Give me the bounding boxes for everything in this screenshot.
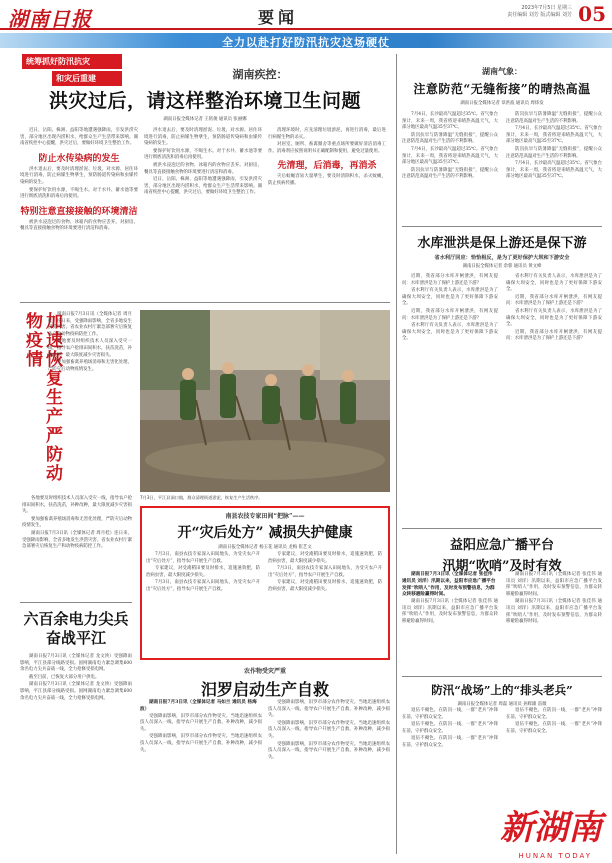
paragraph: 受强降雨影响，汨罗市部分农作物受灾。当地迅速组织农技人员深入一线，指导农户开展生产自救，补种改种，减少损失。	[268, 741, 390, 760]
paragraph: 近期，我省部分水库开闸泄洪，有网友提问：水库泄洪是为了保护上游还是下游？	[506, 294, 602, 307]
paragraph: 各地要及时组织技术人员深入受灾一线，指导农户抢排田间积水，扶苗洗苗，补种改种，最大限度减少灾害损失。	[22, 496, 132, 515]
divider	[20, 302, 390, 303]
bottom-col-1	[140, 700, 262, 754]
paragraph: 湖南日报7月3日讯（全媒体记者 张佳伟 通讯员 刘洋）汛期以来，益阳市应急广播平台发挥“吹哨人”作用，及时发布预警信息，为群众转移避险赢得时间。	[506, 572, 602, 597]
paragraph: 要保护好饮用水源，不喝生水。对于水井、蓄水池等要进行彻底清洗和消毒后再使用。	[144, 148, 262, 161]
paragraph: 洪水退去后，要及时清理淤泥、垃圾，对水源、居住环境进行消毒，防止病媒生物孳生，预防肠道传染病和虫媒传染病的发生。	[20, 166, 138, 185]
lead-subhead-1: 防止水传染病的发生	[38, 153, 120, 164]
paragraph: 退伍不褪色，在防汛一线，一群“老兵”冲锋在前，守护群众安全。	[506, 722, 602, 734]
lead-subhead-3: 先清理，后消毒，再消杀	[277, 161, 377, 172]
theme-banner	[0, 33, 612, 48]
paragraph: 7月3日，南县农技专家深入田间地头，为受灾农户开出“灾后处方”，指导农户开展生产自救。	[268, 566, 382, 578]
date-info	[507, 5, 572, 19]
paragraph: 湖南日报7月3日讯（全媒体记者 周月桂）连日来，受强降雨影响，全省多地发生洪涝灾害。省农业农村厅紧急部署灾后恢复生产和动物疫病防控工作。	[22, 530, 132, 550]
veterans-col-1	[402, 708, 498, 750]
weather-story	[402, 66, 602, 107]
paragraph: 灾后蚊蝇容易大量孳生，要及时清除积水，杀灭蚊蝇，防止疾病传播。	[268, 174, 386, 186]
paragraph: 截至目前，已恢复大部分用户供电。	[29, 674, 100, 680]
paragraph: 湖南日报7月3日讯（全媒体记者 张佳伟 通讯员 刘洋）汛期以来，益阳市应急广播平台发挥“吹哨人”作用，及时发布预警信息，为群众转移避险赢得时间。	[402, 572, 496, 598]
photo-caption	[140, 494, 390, 501]
boxed-kicker: 南县农技专家田间“把脉”——	[225, 513, 305, 520]
watermark-subtext: HUNAN TODAY	[518, 852, 592, 860]
lead-subhead-2: 特别注意直接接触的环境清洁	[20, 206, 138, 217]
reservoir-col-2	[506, 274, 602, 343]
reservoir-subhead: 省水利厅回应：恰恰相反，是为了更好保护大坝和下游安全	[434, 255, 570, 261]
paragraph: 防汛抗旱与防暑降温“无缝衔接”，提醒公众注意防范高温对生产生活的不利影响。	[402, 167, 498, 180]
paragraph: 退伍不褪色，在防汛一线，一群“老兵”冲锋在前，守护群众安全。	[402, 736, 498, 748]
bottom-story-header	[140, 666, 390, 700]
paragraph: 7月4日，长沙最高气温超过35℃。省气象台预计，未来一周，我省将迎来晴热高温天气，大部分地区最高气温35至37℃。	[402, 112, 498, 131]
flood-cleanup-photo	[140, 310, 390, 492]
caption-text: 7月3日，平江县洞口镇，群众清理街道淤泥，恢复生产生活秩序。	[140, 495, 263, 500]
weather-headline: 注意防范“无缝衔接”的晴热高温	[413, 82, 591, 96]
paragraph: 省水利厅有关负责人表示，水库泄洪是为了确保大坝安全，同时也是为了更好保障下游安全。	[402, 323, 498, 342]
reservoir-story	[402, 232, 602, 270]
weather-col-1	[402, 112, 498, 181]
bottom-byline: 湖南日报7月3日讯（全媒体记者 马如兰 通讯员 杨海波）	[140, 700, 257, 712]
paragraph: 7月3日，南县农技专家深入田间地头，为受灾农户开出“灾后处方”，指导农户开展生产自救。	[146, 552, 260, 564]
side-story-2	[20, 610, 132, 702]
paragraph: 专家建议，对受淹稻田要及时排水，追施速效肥，防治病虫害，最大限度减少损失。	[146, 566, 260, 578]
reservoir-byline: 湖南日报全媒体记者 余蓉 通讯员 黄文峰	[462, 264, 542, 269]
paragraph: 要加强畜禽养殖场消毒和无害化处理，严防灾后动物疫情发生。	[22, 516, 132, 529]
bottom-kicker: 农作物受灾严重	[243, 668, 286, 675]
lead-headline: 洪灾过后，请这样整治环境卫生问题	[48, 90, 361, 112]
paragraph: 省水利厅有关负责人表示，水库泄洪是为了确保大坝安全，同时也是为了更好保障下游安全。	[506, 274, 602, 293]
broadcast-col-1	[402, 572, 498, 626]
side-story-2-headline: 六百余电力尖兵奋战平江	[23, 610, 129, 647]
broadcast-story	[402, 534, 602, 574]
paragraph: 被洪水浸泡过的食物、冰箱内的食物应丢弃。对厨房、餐具等直接接触食物的环境要进行清洁和消毒。	[144, 162, 262, 175]
paragraph: 湖南日报7月3日讯（全媒体记者 张佳伟 通讯员 刘洋）汛期以来，益阳市应急广播平台发挥“吹哨人”作用，及时发布预警信息，为群众转移避险赢得时间。	[402, 599, 498, 624]
paragraph: 受强降雨影响，汨罗市部分农作物受灾。当地迅速组织农技人员深入一线，指导农户开展生产自救，补种改种，减少损失。	[268, 720, 390, 739]
paragraph: 各地要及时组织技术人员深入受灾一线，指导农户抢排田间积水，扶苗洗苗，补种改种，最大限度减少灾害损失。	[48, 339, 132, 358]
paragraph: 7月4日，长沙最高气温超过35℃。省气象台预计，未来一周，我省将迎来晴热高温天气，大部分地区最高气温35至37℃。	[402, 146, 498, 166]
paragraph: 受强降雨影响，汨罗市部分农作物受灾。当地迅速组织农技人员深入一线，指导农户开展生产自救，补种改种，减少损失。	[140, 734, 262, 753]
lead-col-3	[268, 128, 386, 188]
boxed-headline: 开“灾后处方” 减损失护健康	[177, 525, 353, 541]
paragraph: 专家建议，对受淹稻田要及时排水，追施速效肥，防治病虫害，最大限度减少损失。	[268, 552, 382, 564]
veterans-story	[402, 682, 602, 708]
side-story-1-body	[48, 312, 132, 373]
lead-story-header	[20, 66, 390, 123]
bottom-headline: 汨罗启动生产自救	[200, 680, 329, 699]
paragraph: 受强降雨影响，汨罗市部分农作物受灾。当地迅速组织农技人员深入一线，指导农户开展生产自救，补种改种，减少损失。	[140, 713, 262, 732]
ribbon-line-1: 统筹抓好防汛抗灾	[22, 54, 122, 69]
paragraph: 退伍不褪色，在防汛一线，一群“老兵”冲锋在前，守护群众安全。	[506, 708, 602, 720]
bottom-col-2	[268, 700, 390, 761]
side-story-1-continued	[22, 496, 132, 551]
broadcast-headline-1: 益阳应急广播平台	[449, 538, 554, 553]
divider	[402, 226, 602, 227]
lead-kicker: 湖南疾控：	[232, 68, 288, 81]
banner-text: 全力以赴打好防汛抗灾这场硬仗	[222, 36, 390, 49]
date-line: 2023年7月5日 星期三	[521, 5, 572, 11]
paragraph: 防汛抗旱与防暑降温“无缝衔接”，提醒公众注意防范高温对生产生活的不利影响。	[506, 146, 602, 159]
paragraph: 7月4日，长沙最高气温超过35℃。省气象台预计，未来一周，我省将迎来晴热高温天气，大部分地区最高气温35至37℃。	[506, 126, 602, 145]
paragraph: 被洪水浸泡过的食物、冰箱内的食物应丢弃。对厨房、餐具等直接接触食物的环境要进行清洁和消毒。	[20, 219, 138, 232]
ribbon-line-2: 和灾后重建	[52, 71, 122, 86]
paragraph: 湖南日报7月3日讯（全媒体记者 龙文泱）受强降雨影响，平江县部分线路受损。国网湖南电力紧急调集600余名电力尖兵奋战一线，全力抢修受损电网。	[20, 654, 132, 673]
paragraph: 清理环境时，应先清理垃圾淤泥，再进行消毒，最后进行病媒生物的杀灭。	[268, 128, 386, 140]
divider	[20, 602, 132, 603]
editor-line: 责任编辑 刘芳 版式编辑 刘芳	[507, 12, 572, 18]
paragraph: 省水利厅有关负责人表示，水库泄洪是为了确保大坝安全，同时也是为了更好保障下游安全。	[402, 288, 498, 307]
veterans-headline: 防汛“战场”上的“排头老兵”	[431, 683, 573, 697]
paragraph: 退伍不褪色，在防汛一线，一群“老兵”冲锋在前，守护群众安全。	[402, 708, 498, 720]
side-story-1-headline: 加速恢复生产严防动物疫情	[22, 312, 62, 483]
veterans-col-2	[506, 708, 602, 735]
page-number: 05	[578, 2, 606, 26]
divider	[402, 676, 602, 677]
paragraph: 对居室、厕所、畜禽圈舍等重点场所要做好清洁消毒工作。消毒剂应按照说明书正确配制和使用，避免过量使用。	[268, 142, 386, 154]
lead-byline: 湖南日报全媒体记者 王铭俊 通讯员 张丽娜	[163, 117, 247, 122]
photo-illustration	[140, 310, 390, 492]
paragraph: 洪水退去后，要及时清理淤泥、垃圾，对水源、居住环境进行消毒，防止病媒生物孳生，预防肠道传染病和虫媒传染病的发生。	[144, 128, 262, 147]
paragraph: 防汛抗旱与防暑降温“无缝衔接”，提醒公众注意防范高温对生产生活的不利影响。	[402, 132, 498, 145]
paragraph: 要保护好饮用水源，不喝生水。对于水井、蓄水池等要进行彻底清洗和消毒后再使用。	[20, 187, 138, 200]
paragraph: 近日，岳阳、株洲、益阳等地遭遇强降雨，引发洪涝灾害，部分地区出现内涝积水，给群众生产生活带来影响。湖南省疾控中心提醒，洪灾过后，要做好环境卫生整治工作。	[144, 177, 262, 196]
broadcast-col-2	[506, 572, 602, 626]
veterans-byline: 湖南日报全媒体记者 周磊 通讯员 孙辉雄 雷薇	[457, 702, 547, 707]
broadcast-headline-2: 汛期“吹哨”及时有效	[442, 559, 562, 574]
boxed-col-1	[146, 552, 260, 594]
paragraph: 7月3日，南县农技专家深入田间地头，为受灾农户开出“灾后处方”，指导农户开展生产自救。	[146, 580, 260, 592]
lead-col-1	[20, 128, 138, 233]
reservoir-headline: 水库泄洪是保上游还是保下游	[417, 236, 587, 251]
watermark-logo: 新湖南	[500, 808, 602, 848]
paragraph: 受强降雨影响，汨罗市部分农作物受灾。当地迅速组织农技人员深入一线，指导农户开展生产自救，补种改种，减少损失。	[268, 700, 390, 719]
paragraph: 湖南日报7月3日讯（全媒体记者 周月桂）连日来，受强降雨影响，全省多地发生洪涝灾害。省农业农村厅紧急部署灾后恢复生产和动物疫病防控工作。	[48, 312, 132, 337]
paragraph: 近期，我省部分水库开闸泄洪，有网友提问：水库泄洪是为了保护上游还是下游？	[506, 329, 602, 342]
boxed-byline: 湖南日报全媒体记者 杨玉花 通讯员 龙梅 崔艺文	[218, 545, 312, 550]
paragraph: 省水利厅有关负责人表示，水库泄洪是为了确保大坝安全，同时也是为了更好保障下游安全。	[506, 308, 602, 328]
paragraph: 湖南日报7月3日讯（全媒体记者 张佳伟 通讯员 刘洋）汛期以来，益阳市应急广播平台发挥“吹哨人”作用，及时发布预警信息，为群众转移避险赢得时间。	[506, 599, 602, 625]
paragraph: 近日，岳阳、株洲、益阳等地遭遇强降雨，引发洪涝灾害，部分地区出现内涝积水，给群众生产生活带来影响。湖南省疾控中心提醒，洪灾过后，要做好环境卫生整治工作。	[20, 128, 138, 147]
boxed-col-2	[268, 552, 382, 594]
paragraph: 防汛抗旱与防暑降温“无缝衔接”，提醒公众注意防范高温对生产生活的不利影响。	[506, 112, 602, 124]
weather-kicker: 湖南气象：	[482, 66, 522, 76]
reservoir-col-1	[402, 274, 498, 343]
newspaper-logo: 湖南日报	[8, 7, 92, 31]
paragraph: 近期，我省部分水库开闸泄洪，有网友提问：水库泄洪是为了保护上游还是下游？	[402, 274, 498, 286]
weather-col-2	[506, 112, 602, 181]
weather-byline: 湖南日报全媒体记者 章洪波 通讯员 周炜发	[460, 101, 544, 106]
divider	[402, 528, 602, 529]
paragraph: 要加强畜禽养殖场消毒和无害化处理，严防灾后动物疫情发生。	[48, 360, 132, 372]
column-divider	[396, 54, 397, 854]
paragraph: 7月4日，长沙最高气温超过35℃。省气象台预计，未来一周，我省将迎来晴热高温天气，大部分地区最高气温35至37℃。	[506, 161, 602, 180]
lead-col-2	[144, 128, 262, 197]
boxed-story-content	[146, 511, 384, 551]
paragraph: 退伍不褪色，在防汛一线，一群“老兵”冲锋在前，守护群众安全。	[402, 722, 498, 734]
section-title: 要闻	[258, 8, 299, 27]
masthead	[0, 0, 612, 30]
paragraph: 近期，我省部分水库开闸泄洪，有网友提问：水库泄洪是为了保护上游还是下游？	[402, 308, 498, 321]
paragraph: 专家建议，对受淹稻田要及时排水，追施速效肥，防治病虫害，最大限度减少损失。	[268, 580, 382, 592]
paragraph: 湖南日报7月3日讯（全媒体记者 龙文泱）受强降雨影响，平江县部分线路受损。国网湖南电力紧急调集600余名电力尖兵奋战一线，全力抢修受损电网。	[20, 682, 132, 701]
